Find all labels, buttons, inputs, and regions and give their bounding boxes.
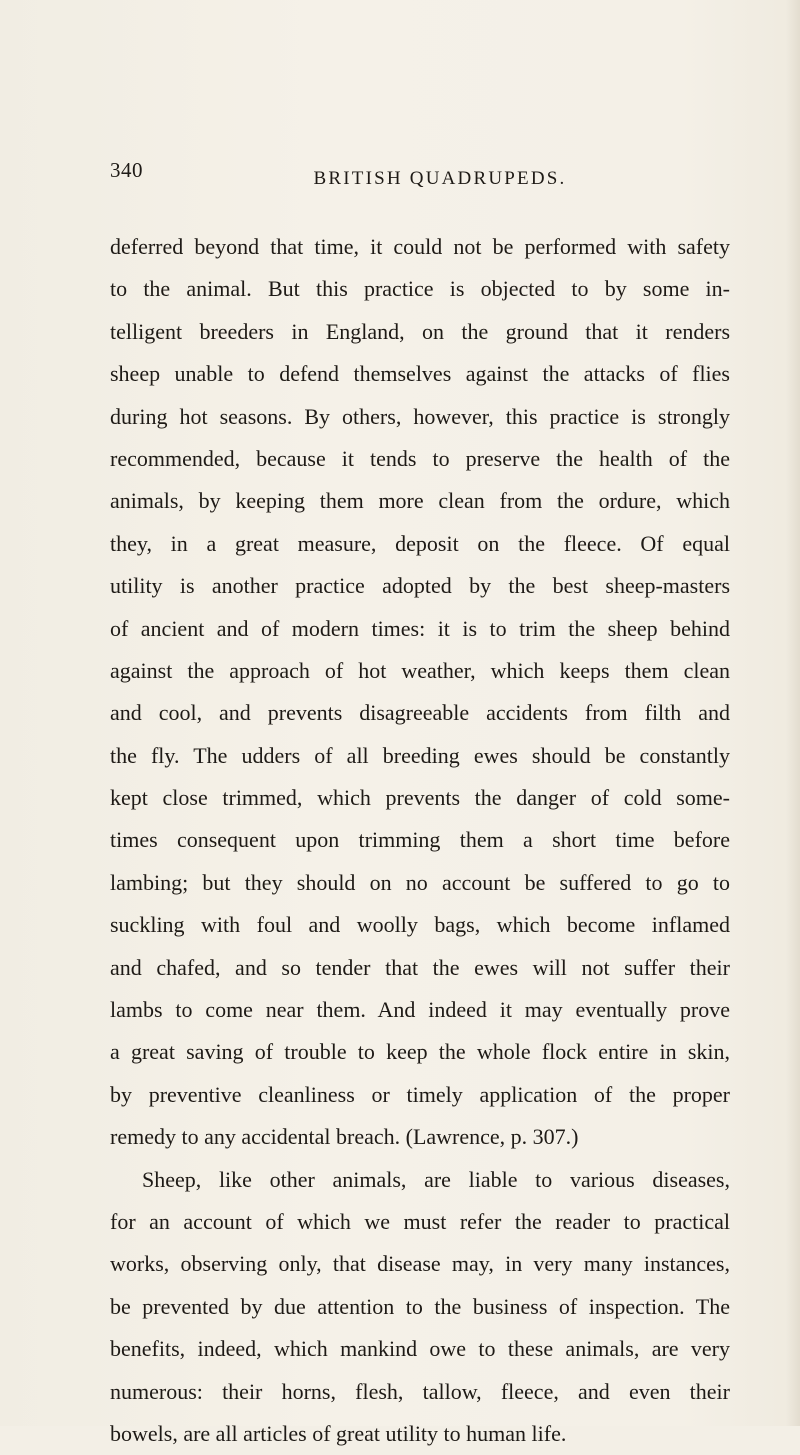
text-line: numerous: their horns, flesh, tallow, fleece, and even their	[110, 1378, 730, 1404]
body-text	[110, 226, 730, 1455]
page-header	[110, 158, 730, 198]
text-line: suckling with foul and woolly bags, which become inflamed	[110, 912, 730, 938]
text-line: for an account of which we must refer the reader to practical	[110, 1208, 730, 1234]
text-line: telligent breeders in England, on the ground that it renders	[110, 318, 730, 344]
text-line: times consequent upon trimming them a short time before	[110, 827, 730, 853]
text-line: they, in a great measure, deposit on the fleece. Of equal	[110, 530, 730, 556]
text-line: remedy to any accidental breach. (Lawrence, p. 307.)	[110, 1124, 579, 1150]
text-line: recommended, because it tends to preserve the health of the	[110, 445, 730, 471]
text-line: and cool, and prevents disagreeable accidents from filth and	[110, 700, 730, 726]
text-line: of ancient and of modern times: it is to trim the sheep behind	[110, 615, 730, 641]
page-number: 340	[110, 158, 143, 182]
text-line: works, observing only, that disease may, in very many instances,	[110, 1251, 730, 1277]
text-line: a great saving of trouble to keep the whole flock entire in skin,	[110, 1039, 730, 1065]
text-line: Sheep, like other animals, are liable to various diseases,	[142, 1166, 730, 1192]
text-line: kept close trimmed, which prevents the danger of cold some-	[110, 785, 730, 811]
text-line: sheep unable to defend themselves against the attacks of flies	[110, 361, 730, 387]
text-line: animals, by keeping them more clean from the ordure, which	[110, 488, 730, 514]
page-edge-shadow	[786, 0, 800, 1426]
running-head: BRITISH QUADRUPEDS.	[313, 168, 567, 189]
text-line: lambing; but they should on no account be suffered to go to	[110, 869, 730, 895]
text-line: to the animal. But this practice is objected to by some in-	[110, 276, 730, 302]
text-line: by preventive cleanliness or timely application of the proper	[110, 1081, 730, 1107]
text-line: benefits, indeed, which mankind owe to these animals, are very	[110, 1336, 730, 1362]
text-line: be prevented by due attention to the business of inspection. The	[110, 1293, 730, 1319]
text-line: deferred beyond that time, it could not be performed with safety	[110, 234, 730, 259]
text-line: the fly. The udders of all breeding ewes should be constantly	[110, 742, 730, 768]
text-line: against the approach of hot weather, which keeps them clean	[110, 657, 730, 683]
text-line: utility is another practice adopted by the best sheep-masters	[110, 573, 730, 599]
text-line: lambs to come near them. And indeed it may eventually prove	[110, 997, 730, 1023]
text-line: and chafed, and so tender that the ewes will not suffer their	[110, 954, 730, 980]
text-line: bowels, are all articles of great utility to human life.	[110, 1420, 567, 1446]
text-line: during hot seasons. By others, however, this practice is strongly	[110, 403, 730, 429]
